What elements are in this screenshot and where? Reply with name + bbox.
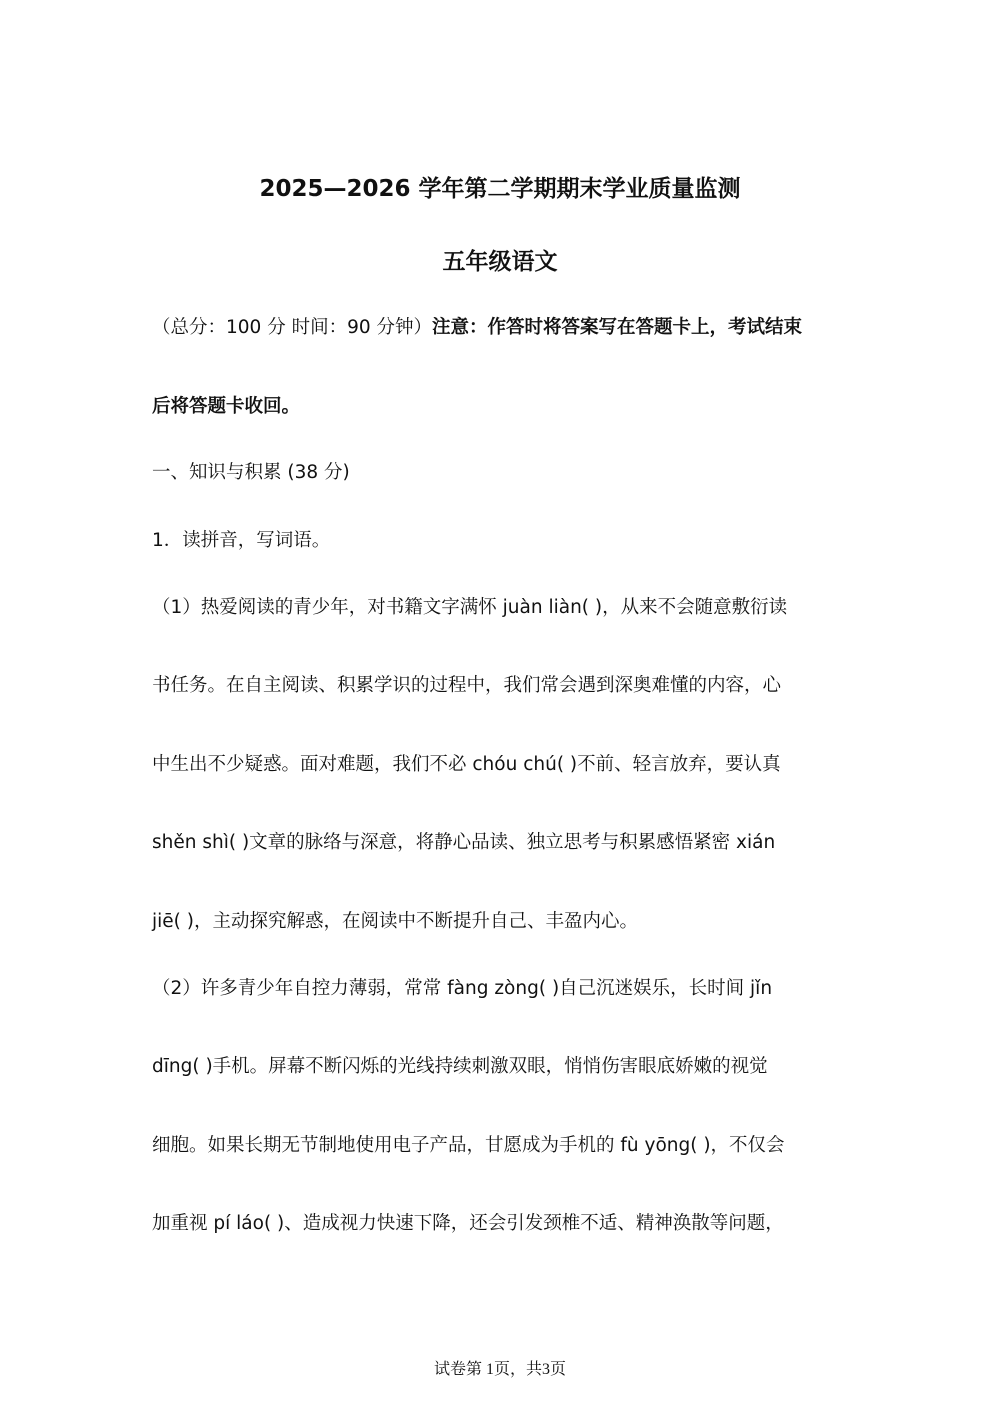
paragraph-line: 加重视 pí láo( )、造成视力快速下降，还会引发颈椎不适、精神涣散等问题， [152,1213,784,1234]
paragraph-line: shěn shì( )文章的脉络与深意，将静心品读、独立思考与积累感悟紧密 xián [152,832,776,853]
paragraph-line: 书任务。在自主阅读、积累学识的过程中，我们常会遇到深奥难懂的内容，心 [152,675,782,696]
paragraph-line: jiē( )，主动探究解惑，在阅读中不断提升自己、丰盈内心。 [152,911,638,932]
score-info: （总分：100 分 时间：90 分钟） [152,317,432,338]
paragraph-line: dīng( )手机。屏幕不断闪烁的光线持续刺激双眼，悄悄伤害眼底娇嫩的视觉 [152,1056,768,1077]
paragraph-line: 细胞。如果长期无节制地使用电子产品，甘愿成为手机的 fù yōng( )，不仅会 [152,1135,785,1156]
notice-line-2: 后将答题卡收回。 [152,396,301,417]
exam-title: 2025—2026 学年第二学期期末学业质量监测 [259,176,741,202]
page-footer: 试卷第 1页，共3页 [433,1361,566,1378]
question-1-label: 1．读拼音，写词语。 [152,530,331,551]
section-heading: 一、知识与积累 (38 分) [152,462,350,483]
paragraph-line: （2）许多青少年自控力薄弱，常常 fàng zòng( )自己沉迷娱乐，长时间 jǐn [152,978,773,999]
paragraph-line: （1）热爱阅读的青少年，对书籍文字满怀 juàn liàn( )，从来不会随意敷衍读 [152,597,788,618]
notice-line-1 [152,315,802,341]
paragraph-line: 中生出不少疑惑。面对难题，我们不必 chóu chú( )不前、轻言放弃，要认真 [152,754,781,775]
notice-bold-1: 注意：作答时将答案写在答题卡上，考试结束 [432,317,803,338]
exam-subtitle: 五年级语文 [442,249,558,275]
